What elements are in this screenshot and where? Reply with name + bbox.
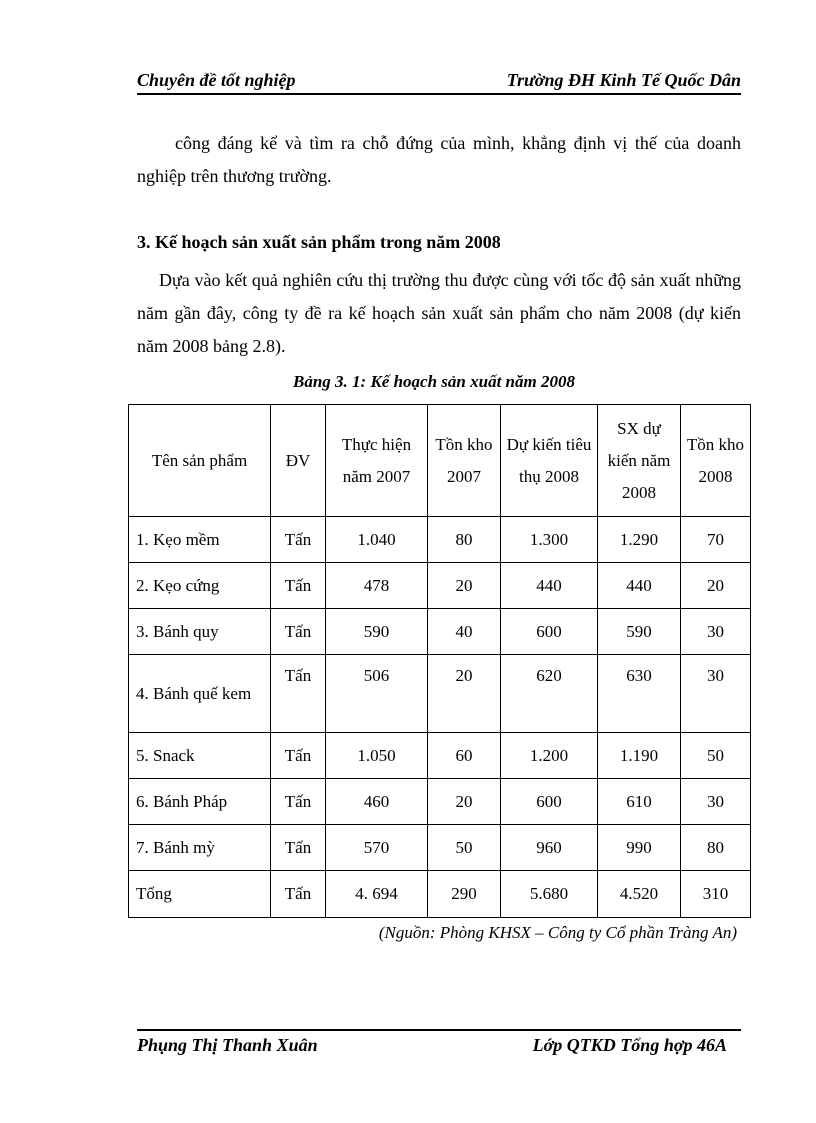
cell-forecast-sales-2008: 5.680 [501, 871, 598, 918]
cell-stock-2008: 30 [681, 609, 751, 655]
cell-product: 3. Bánh quy [129, 609, 271, 655]
header-document-type: Chuyên đề tốt nghiệp [137, 70, 296, 90]
page-footer [137, 1035, 727, 1059]
cell-stock-2008: 70 [681, 517, 751, 563]
cell-forecast-sales-2008: 620 [501, 655, 598, 733]
cell-actual-2007: 570 [326, 825, 428, 871]
header-university: Trường ĐH Kinh Tế Quốc Dân [506, 70, 741, 90]
table-row [129, 825, 751, 871]
cell-product: Tổng [129, 871, 271, 918]
cell-stock-2007: 40 [428, 609, 501, 655]
header-divider [137, 93, 741, 95]
cell-forecast-sales-2008: 1.200 [501, 733, 598, 779]
cell-stock-2007: 80 [428, 517, 501, 563]
table-header-row [129, 405, 751, 517]
header-planned-production-2008: SX dự kiến năm 2008 [598, 405, 681, 517]
cell-actual-2007: 1.050 [326, 733, 428, 779]
header-unit: ĐV [271, 405, 326, 517]
cell-product: 4. Bánh quế kem [129, 655, 271, 733]
cell-planned-production-2008: 610 [598, 779, 681, 825]
production-plan-table [128, 404, 751, 918]
cell-actual-2007: 590 [326, 609, 428, 655]
cell-actual-2007: 506 [326, 655, 428, 733]
table-caption: Bảng 3. 1: Kế hoạch sản xuất năm 2008 [293, 372, 575, 391]
cell-stock-2008: 20 [681, 563, 751, 609]
intro-paragraph: công đáng kể và tìm ra chỗ đứng của mình, khẳng định vị thế của doanh nghiệp trên thương trường. [137, 133, 741, 186]
header-product: Tên sản phẩm [129, 405, 271, 517]
table-total-row [129, 871, 751, 918]
cell-actual-2007: 478 [326, 563, 428, 609]
cell-unit: Tấn [271, 655, 326, 733]
cell-planned-production-2008: 590 [598, 609, 681, 655]
table-source-note: (Nguồn: Phòng KHSX – Công ty Cổ phần Tràng An) [378, 923, 737, 942]
cell-unit: Tấn [271, 825, 326, 871]
section-title: 3. Kế hoạch sản xuất sản phẩm trong năm 2008 [137, 232, 501, 252]
cell-product: 6. Bánh Pháp [129, 779, 271, 825]
cell-unit: Tấn [271, 733, 326, 779]
cell-product: 1. Kẹo mềm [129, 517, 271, 563]
cell-stock-2007: 20 [428, 563, 501, 609]
cell-stock-2008: 310 [681, 871, 751, 918]
table-row [129, 779, 751, 825]
header-forecast-sales-2008: Dự kiến tiêu thụ 2008 [501, 405, 598, 517]
cell-product: 5. Snack [129, 733, 271, 779]
header-stock-2008: Tồn kho 2008 [681, 405, 751, 517]
cell-planned-production-2008: 4.520 [598, 871, 681, 918]
table-row [129, 733, 751, 779]
footer-author: Phụng Thị Thanh Xuân [137, 1035, 318, 1055]
cell-forecast-sales-2008: 960 [501, 825, 598, 871]
cell-product: 7. Bánh mỳ [129, 825, 271, 871]
cell-forecast-sales-2008: 440 [501, 563, 598, 609]
footer-class: Lớp QTKD Tổng hợp 46A [532, 1035, 727, 1055]
cell-unit: Tấn [271, 779, 326, 825]
cell-forecast-sales-2008: 600 [501, 779, 598, 825]
cell-actual-2007: 1.040 [326, 517, 428, 563]
cell-stock-2007: 20 [428, 655, 501, 733]
table-row [129, 563, 751, 609]
cell-planned-production-2008: 1.190 [598, 733, 681, 779]
cell-planned-production-2008: 990 [598, 825, 681, 871]
cell-stock-2008: 30 [681, 655, 751, 733]
cell-stock-2007: 50 [428, 825, 501, 871]
cell-actual-2007: 4. 694 [326, 871, 428, 918]
cell-forecast-sales-2008: 1.300 [501, 517, 598, 563]
table-row [129, 517, 751, 563]
cell-stock-2007: 60 [428, 733, 501, 779]
header-stock-2007: Tồn kho 2007 [428, 405, 501, 517]
cell-unit: Tấn [271, 517, 326, 563]
cell-stock-2008: 80 [681, 825, 751, 871]
cell-unit: Tấn [271, 871, 326, 918]
body-paragraph: Dựa vào kết quả nghiên cứu thị trường thu được cùng với tốc độ sản xuất những năm gần đây, công ty đề ra kế hoạch sản xuất sản phẩm cho năm 2008 (dự kiến năm 2008 bảng 2.8). [137, 270, 741, 356]
cell-planned-production-2008: 630 [598, 655, 681, 733]
cell-stock-2008: 50 [681, 733, 751, 779]
cell-planned-production-2008: 440 [598, 563, 681, 609]
cell-stock-2008: 30 [681, 779, 751, 825]
table-row [129, 609, 751, 655]
cell-unit: Tấn [271, 609, 326, 655]
table-row [129, 655, 751, 733]
page-header [137, 70, 741, 94]
cell-planned-production-2008: 1.290 [598, 517, 681, 563]
cell-unit: Tấn [271, 563, 326, 609]
cell-stock-2007: 20 [428, 779, 501, 825]
cell-actual-2007: 460 [326, 779, 428, 825]
cell-forecast-sales-2008: 600 [501, 609, 598, 655]
cell-stock-2007: 290 [428, 871, 501, 918]
cell-product: 2. Kẹo cứng [129, 563, 271, 609]
header-actual-2007: Thực hiện năm 2007 [326, 405, 428, 517]
footer-divider [137, 1029, 741, 1031]
